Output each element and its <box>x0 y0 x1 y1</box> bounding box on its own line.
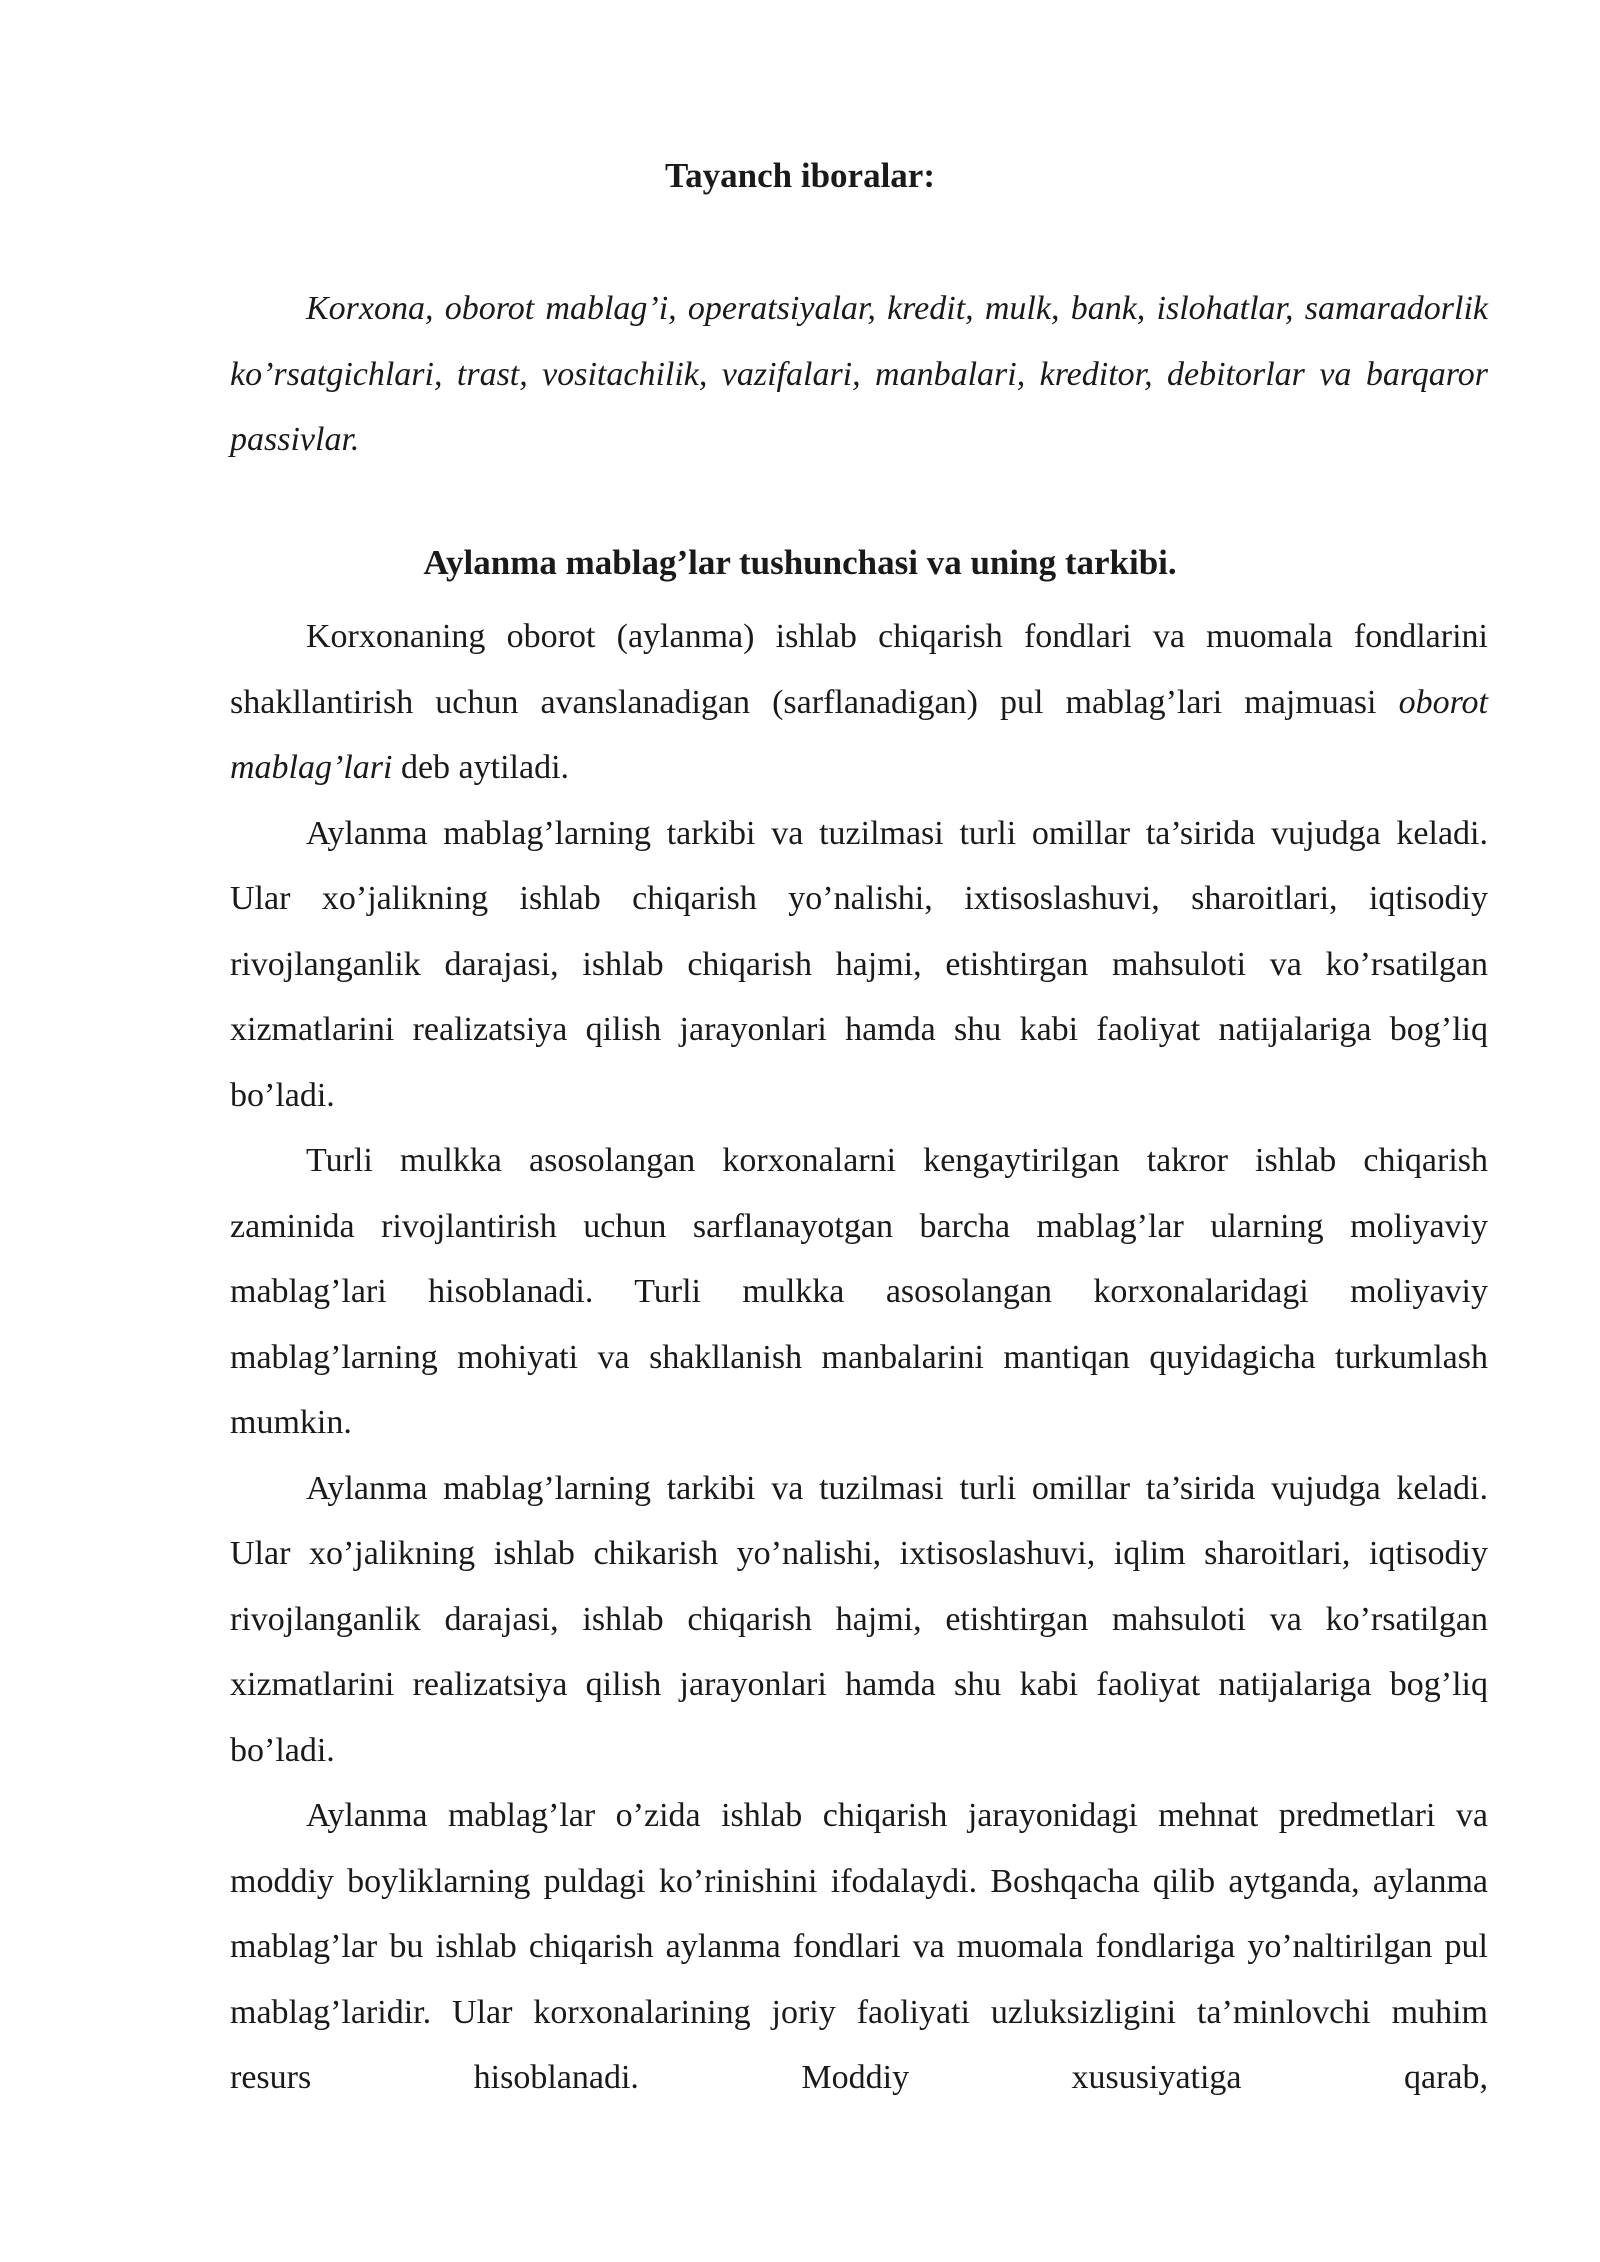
paragraph-4: Aylanma mablag’larning tarkibi va tuzilmasi turli omillar ta’sirida vujudga keladi. Ular xo’jalikning ishlab chikarish yo’nalishi, ixtisoslashuvi, iqlim sharoitlari, iqtisodiy rivojlanganlik darajasi, ishlab chiqarish hajmi, etishtirgan mahsuloti va ko’rsatilgan xizmatlarini realizatsiya qilish jarayonlari hamda shu kabi faoliyat natijalariga bog’liq bo’ladi. <box>230 1469 1488 1769</box>
keywords-paragraph: Korxona, oborot mablag’i, operatsiyalar, kredit, mulk, bank, islohatlar, samaradorlik ko’rsatgichlari, trast, vositachilik, vazifalari, manbalari, kreditor, debitorlar va barqaror passivlar. <box>230 290 1488 458</box>
term-oborot-mablaglari: oborot mablag’lari <box>230 683 1488 786</box>
paragraph-3: Turli mulkka asosolangan korxonalarni kengaytirilgan takror ishlab chiqarish zaminida rivojlantirish uchun sarflanayotgan barcha mablag’lar ularning moliyaviy mablag’lari hisoblanadi. Turli mulkka asosolangan korxonalaridagi moliyaviy mablag’larning mohiyati va shakllanish manbalarini mantiqan quyidagicha turkumlash mumkin. <box>230 1142 1488 1441</box>
paragraph-1 <box>230 604 1488 801</box>
section-heading: Aylanma mablag’lar tushunchasi va uning tarkibi. <box>423 543 1177 582</box>
paragraph-1-start: Korxonaning oborot (aylanma) ishlab chiqarish fondlari va muomala fondlarini shakllantirish uchun avanslanadigan (sarflanadigan) pul mablag’lari majmuasi <box>230 618 1488 721</box>
keywords-heading: Tayanch iboralar: <box>665 156 935 195</box>
keywords-block <box>230 276 1488 473</box>
paragraph-2: Aylanma mablag’larning tarkibi va tuzilmasi turli omillar ta’sirida vujudga keladi. Ular xo’jalikning ishlab chiqarish yo’nalishi, ixtisoslashuvi, sharoitlari, iqtisodiy rivojlanganlik darajasi, ishlab chiqarish hajmi, etishtirgan mahsuloti va ko’rsatilgan xizmatlarini realizatsiya qilish jarayonlari hamda shu kabi faoliyat natijalariga bog’liq bo’ladi. <box>230 814 1488 1114</box>
paragraph-5: Aylanma mablag’lar o’zida ishlab chiqarish jarayonidagi mehnat predmetlari va moddiy boyliklarning puldagi ko’rinishini ifodalaydi. Boshqacha qilib aytganda, aylanma mablag’lar bu ishlab chiqarish aylanma fondlari va muomala fondlariga yo’naltirilgan pul mablag’laridir. Ular korxonalarining joriy faoliyati uzluksizligini ta’minlovchi muhim resurs hisoblanadi. Moddiy xususiyatiga qarab, <box>230 1797 1488 2096</box>
paragraph-1-end: deb aytiladi. <box>392 749 570 786</box>
body-text <box>230 604 1488 2111</box>
